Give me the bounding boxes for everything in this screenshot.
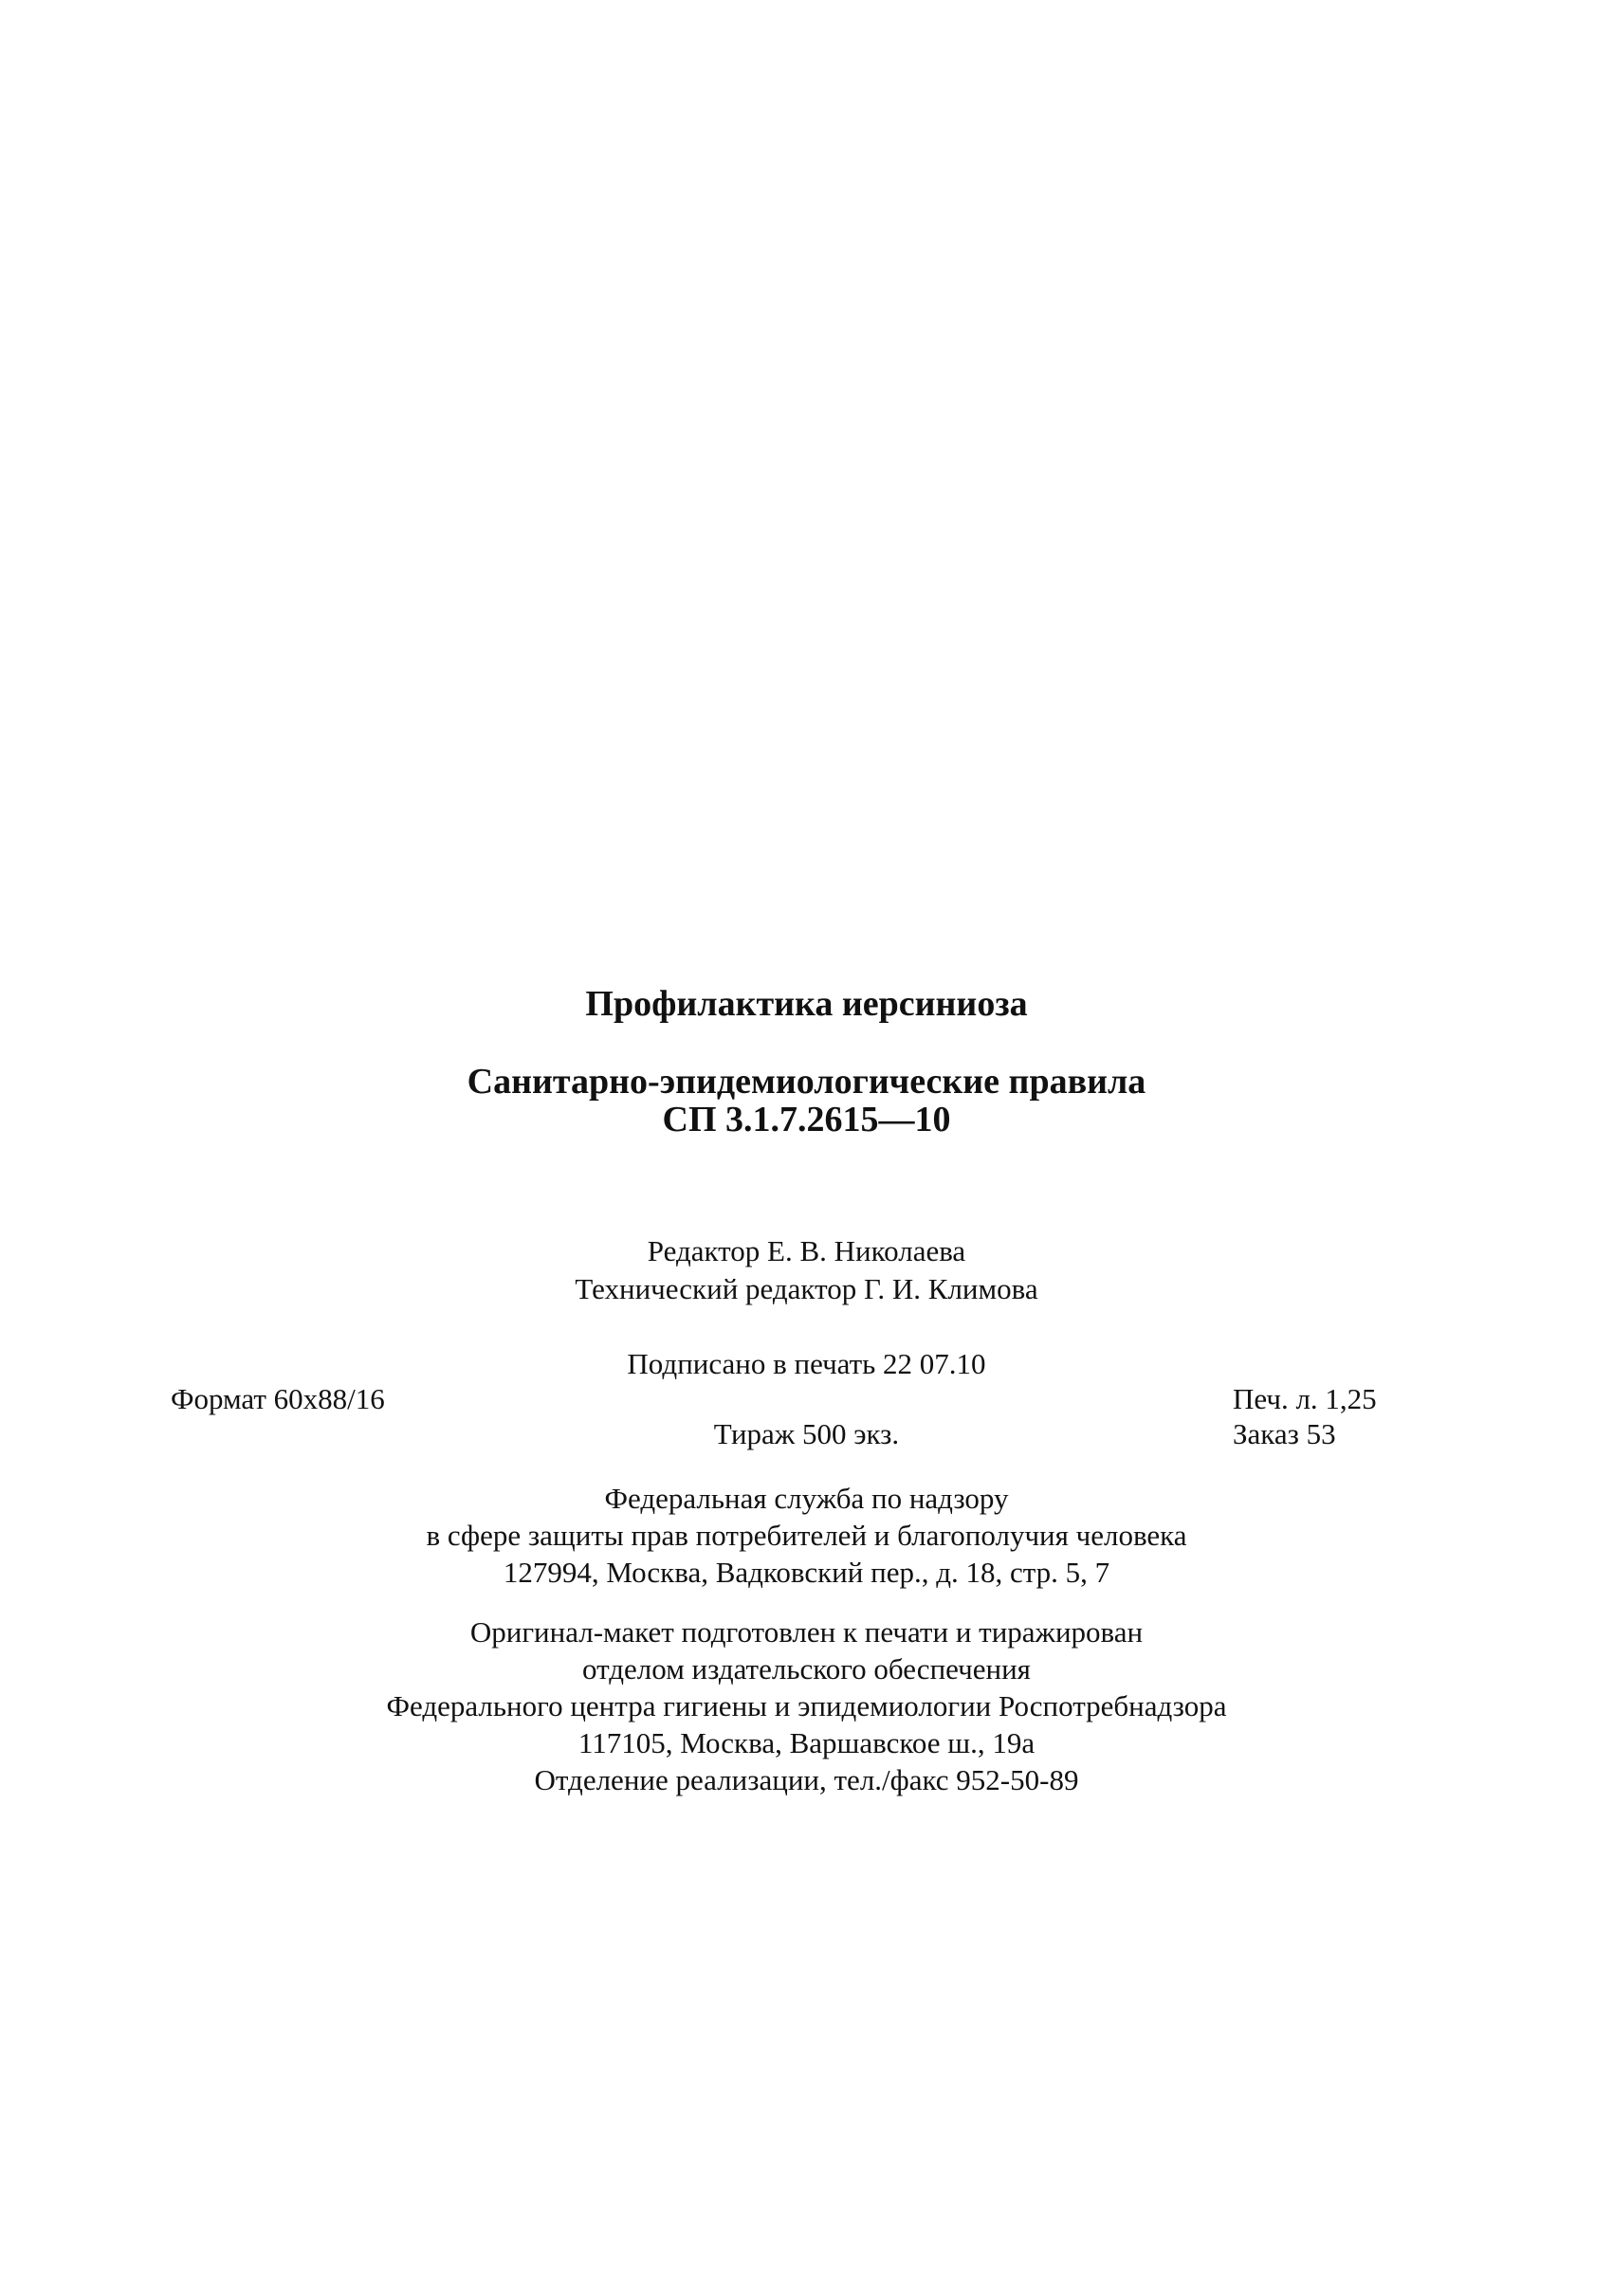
printer-line: Федерального центра гигиены и эпидемиологии Роспотребнадзора [386,1689,1227,1722]
order-line: Заказ 53 [1233,1417,1336,1450]
sales-contact-line: Отделение реализации, тел./факс 952-50-89 [534,1763,1079,1796]
publisher-address-line: 127994, Москва, Вадковский пер., д. 18, стр. 5, 7 [503,1556,1110,1589]
print-run-line: Тираж 500 экз. [713,1417,900,1450]
publisher-line: в сфере защиты прав потребителей и благополучия человека [426,1519,1187,1552]
editor-line: Редактор Е. В. Николаева [647,1234,966,1267]
tech-editor-line: Технический редактор Г. И. Климова [575,1272,1038,1305]
document-subtitle: Санитарно-эпидемиологические правила [467,1062,1146,1102]
sheets-line: Печ. л. 1,25 [1233,1382,1377,1415]
signed-line: Подписано в печать 22 07.10 [627,1347,986,1380]
format-line: Формат 60х88/16 [171,1382,385,1415]
document-code: СП 3.1.7.2615—10 [662,1100,951,1139]
printer-address-line: 117105, Москва, Варшавское ш., 19а [577,1726,1036,1759]
document-title: Профилактика иерсиниоза [585,984,1028,1024]
printer-line: отделом издательского обеспечения [582,1652,1031,1686]
printer-line: Оригинал-макет подготовлен к печати и тиражирован [469,1615,1144,1649]
publisher-line: Федеральная служба по надзору [604,1482,1009,1515]
